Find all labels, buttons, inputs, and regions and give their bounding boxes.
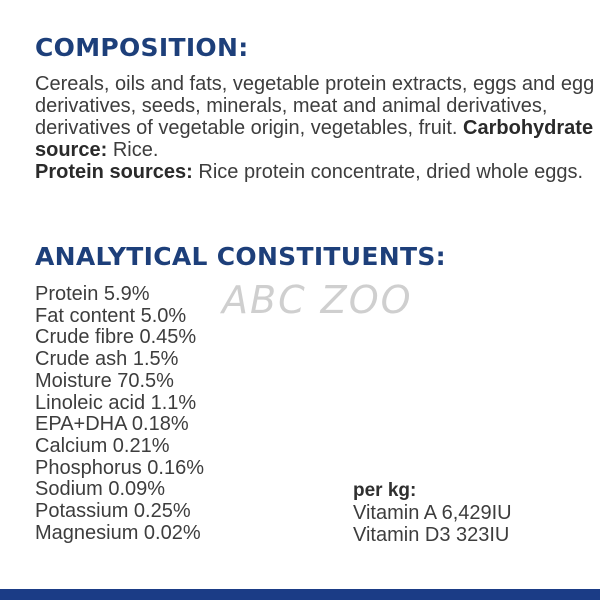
constituent-item: Linoleic acid 1.1% [35,391,197,414]
carbohydrate-source-value: Rice. [112,139,159,161]
bottom-bar [0,589,600,600]
vitamin-item: Vitamin A 6,429IU [353,502,512,524]
vitamin-item: Vitamin D3 323IU [353,524,510,546]
constituent-item: Moisture 70.5% [35,369,174,392]
constituent-item: EPA+DHA 0.18% [35,413,189,436]
composition-ingredients: Cereals, oils and fats, vegetable protein extracts, eggs and egg derivatives, seeds, minerals, meat and animal derivatives, derivatives of vegetable origin, vegetables, fruit. [35,73,595,139]
constituent-item: Protein 5.9% [35,283,150,305]
constituent-item: Crude ash 1.5% [35,348,179,371]
protein-sources-label: Protein sources: [35,161,193,183]
constituent-item: Sodium 0.09% [35,478,166,501]
per-kg-list [353,480,512,546]
per-kg-label: per kg: [353,480,417,501]
protein-sources-value: Rice protein concentrate, dried whole eggs. [198,161,584,183]
constituent-item: Magnesium 0.02% [35,521,201,544]
carbohydrate-source-label: Carbohydrate source: [35,117,594,161]
constituent-item: Calcium 0.21% [35,434,170,457]
constituent-item: Fat content 5.0% [35,304,187,327]
constituent-item: Potassium 0.25% [35,500,191,523]
constituent-item: Crude fibre 0.45% [35,326,197,349]
analytical-constituents-list [35,284,204,544]
composition-text [35,73,595,183]
composition-heading: COMPOSITION: [35,33,249,62]
watermark: ABC ZOO [222,278,413,322]
analytical-constituents-heading: ANALYTICAL CONSTITUENTS: [35,242,446,271]
constituent-item: Phosphorus 0.16% [35,456,205,479]
